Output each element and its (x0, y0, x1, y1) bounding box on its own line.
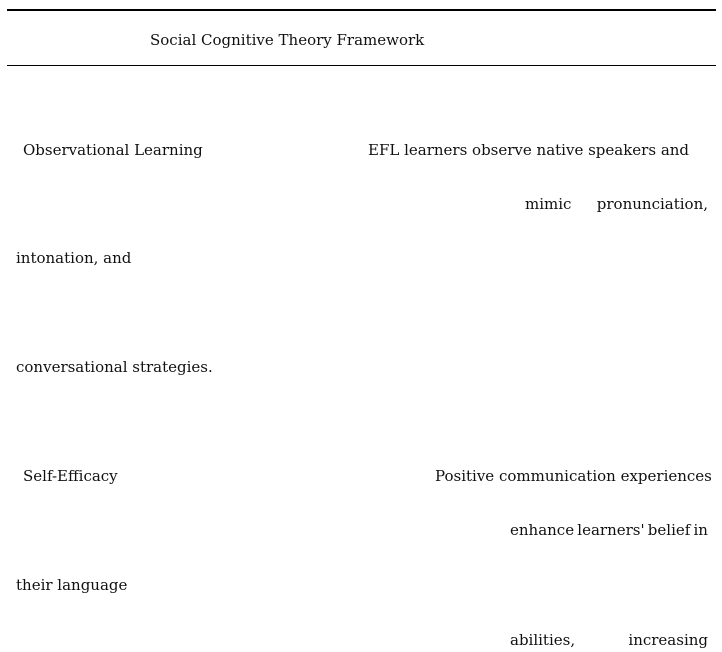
row-description-line: intonation, and (16, 249, 132, 267)
row-description-line: Positive communication experiences (435, 467, 712, 485)
description-word: enhance (510, 521, 575, 539)
row-description-line (510, 521, 708, 539)
row-description-line: their language (16, 576, 128, 594)
description-word: mimic (525, 195, 572, 213)
row-label: Observational Learning (23, 141, 203, 159)
description-word: learners' (577, 521, 645, 539)
description-word: in (693, 521, 708, 539)
row-description-line (525, 195, 708, 213)
table-header-rule (7, 65, 716, 66)
table-top-rule (7, 9, 716, 11)
row-description-line: conversational strategies. (16, 358, 213, 376)
description-word: belief (647, 521, 691, 539)
description-word: abilities, (510, 631, 576, 649)
table-heading: Social Cognitive Theory Framework (150, 31, 425, 49)
description-word: increasing (628, 631, 708, 649)
row-description-line (510, 631, 708, 649)
row-label: Self-Efficacy (23, 467, 118, 485)
description-word: pronunciation, (596, 195, 708, 213)
row-description-line: EFL learners observe native speakers and (368, 141, 690, 159)
